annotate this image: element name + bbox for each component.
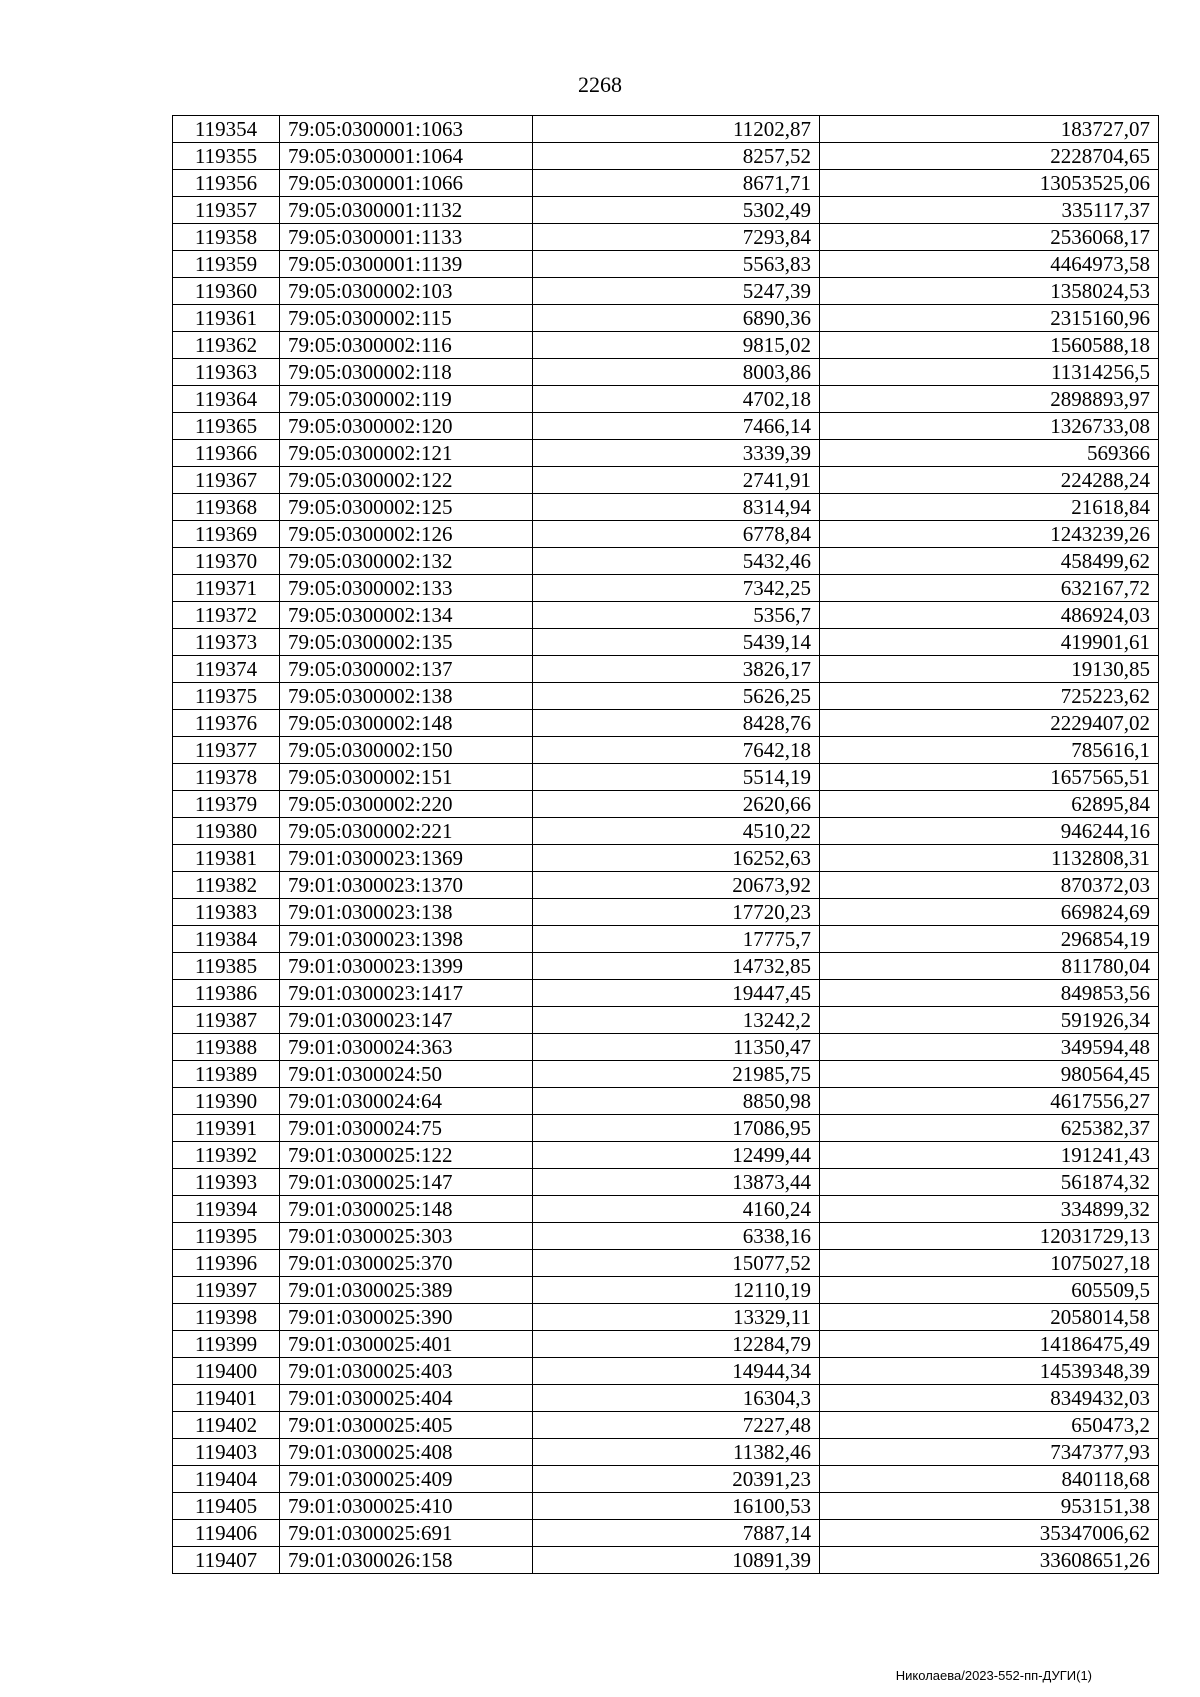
area-value-cell: 11350,47 <box>533 1034 820 1061</box>
area-value-cell: 17720,23 <box>533 899 820 926</box>
cadastral-number-cell: 79:05:0300002:120 <box>280 413 533 440</box>
area-value-cell: 20673,92 <box>533 872 820 899</box>
row-number-cell: 119367 <box>173 467 280 494</box>
cost-value-cell: 811780,04 <box>820 953 1159 980</box>
area-value-cell: 8428,76 <box>533 710 820 737</box>
row-number-cell: 119384 <box>173 926 280 953</box>
cadastral-number-cell: 79:01:0300024:75 <box>280 1115 533 1142</box>
area-value-cell: 5439,14 <box>533 629 820 656</box>
area-value-cell: 19447,45 <box>533 980 820 1007</box>
cadastral-number-cell: 79:05:0300002:121 <box>280 440 533 467</box>
table-row <box>173 710 1159 737</box>
area-value-cell: 6338,16 <box>533 1223 820 1250</box>
row-number-cell: 119390 <box>173 1088 280 1115</box>
table-row <box>173 872 1159 899</box>
area-value-cell: 14732,85 <box>533 953 820 980</box>
cadastral-number-cell: 79:05:0300002:103 <box>280 278 533 305</box>
cadastral-number-cell: 79:01:0300023:1417 <box>280 980 533 1007</box>
cost-value-cell: 1132808,31 <box>820 845 1159 872</box>
cadastral-number-cell: 79:01:0300023:1399 <box>280 953 533 980</box>
row-number-cell: 119393 <box>173 1169 280 1196</box>
area-value-cell: 6778,84 <box>533 521 820 548</box>
row-number-cell: 119400 <box>173 1358 280 1385</box>
table-row <box>173 1304 1159 1331</box>
row-number-cell: 119369 <box>173 521 280 548</box>
cadastral-number-cell: 79:05:0300002:221 <box>280 818 533 845</box>
row-number-cell: 119379 <box>173 791 280 818</box>
area-value-cell: 14944,34 <box>533 1358 820 1385</box>
cost-value-cell: 1358024,53 <box>820 278 1159 305</box>
table-row <box>173 980 1159 1007</box>
table-row <box>173 629 1159 656</box>
cost-value-cell: 7347377,93 <box>820 1439 1159 1466</box>
table-row <box>173 116 1159 143</box>
cadastral-table <box>172 115 1159 1574</box>
area-value-cell: 7227,48 <box>533 1412 820 1439</box>
row-number-cell: 119401 <box>173 1385 280 1412</box>
table-row <box>173 413 1159 440</box>
row-number-cell: 119394 <box>173 1196 280 1223</box>
table-row <box>173 224 1159 251</box>
cadastral-number-cell: 79:01:0300025:401 <box>280 1331 533 1358</box>
row-number-cell: 119374 <box>173 656 280 683</box>
cost-value-cell: 669824,69 <box>820 899 1159 926</box>
table-row <box>173 1196 1159 1223</box>
cost-value-cell: 2229407,02 <box>820 710 1159 737</box>
row-number-cell: 119365 <box>173 413 280 440</box>
cost-value-cell: 840118,68 <box>820 1466 1159 1493</box>
cost-value-cell: 14186475,49 <box>820 1331 1159 1358</box>
cost-value-cell: 980564,45 <box>820 1061 1159 1088</box>
cadastral-number-cell: 79:01:0300025:148 <box>280 1196 533 1223</box>
table-row <box>173 602 1159 629</box>
table-row <box>173 521 1159 548</box>
cost-value-cell: 12031729,13 <box>820 1223 1159 1250</box>
cadastral-number-cell: 79:01:0300023:1370 <box>280 872 533 899</box>
cost-value-cell: 19130,85 <box>820 656 1159 683</box>
cadastral-number-cell: 79:01:0300023:138 <box>280 899 533 926</box>
area-value-cell: 8257,52 <box>533 143 820 170</box>
cadastral-number-cell: 79:01:0300025:408 <box>280 1439 533 1466</box>
row-number-cell: 119402 <box>173 1412 280 1439</box>
table-row <box>173 386 1159 413</box>
cadastral-number-cell: 79:05:0300002:116 <box>280 332 533 359</box>
cadastral-number-cell: 79:05:0300002:133 <box>280 575 533 602</box>
table-row <box>173 926 1159 953</box>
cadastral-number-cell: 79:05:0300002:220 <box>280 791 533 818</box>
cadastral-number-cell: 79:01:0300026:158 <box>280 1547 533 1574</box>
row-number-cell: 119391 <box>173 1115 280 1142</box>
cost-value-cell: 785616,1 <box>820 737 1159 764</box>
cadastral-number-cell: 79:01:0300025:122 <box>280 1142 533 1169</box>
row-number-cell: 119403 <box>173 1439 280 1466</box>
table-row <box>173 359 1159 386</box>
document-footer: Николаева/2023-552-пп-ДУГИ(1) <box>895 1668 1092 1683</box>
row-number-cell: 119378 <box>173 764 280 791</box>
area-value-cell: 20391,23 <box>533 1466 820 1493</box>
cadastral-number-cell: 79:05:0300002:148 <box>280 710 533 737</box>
table-row <box>173 791 1159 818</box>
table-row <box>173 1169 1159 1196</box>
cost-value-cell: 2315160,96 <box>820 305 1159 332</box>
cadastral-number-cell: 79:05:0300001:1133 <box>280 224 533 251</box>
row-number-cell: 119372 <box>173 602 280 629</box>
table-row <box>173 1088 1159 1115</box>
cadastral-number-cell: 79:01:0300025:147 <box>280 1169 533 1196</box>
cost-value-cell: 650473,2 <box>820 1412 1159 1439</box>
row-number-cell: 119382 <box>173 872 280 899</box>
table-row <box>173 899 1159 926</box>
cadastral-number-cell: 79:01:0300025:409 <box>280 1466 533 1493</box>
row-number-cell: 119356 <box>173 170 280 197</box>
table-row <box>173 251 1159 278</box>
table-row <box>173 818 1159 845</box>
area-value-cell: 12284,79 <box>533 1331 820 1358</box>
area-value-cell: 4160,24 <box>533 1196 820 1223</box>
row-number-cell: 119357 <box>173 197 280 224</box>
row-number-cell: 119383 <box>173 899 280 926</box>
table-row <box>173 1250 1159 1277</box>
cadastral-number-cell: 79:05:0300001:1132 <box>280 197 533 224</box>
cost-value-cell: 632167,72 <box>820 575 1159 602</box>
cadastral-number-cell: 79:01:0300023:1369 <box>280 845 533 872</box>
cadastral-number-cell: 79:05:0300002:126 <box>280 521 533 548</box>
row-number-cell: 119398 <box>173 1304 280 1331</box>
cost-value-cell: 11314256,5 <box>820 359 1159 386</box>
area-value-cell: 3826,17 <box>533 656 820 683</box>
cadastral-number-cell: 79:01:0300023:147 <box>280 1007 533 1034</box>
cadastral-number-cell: 79:05:0300002:151 <box>280 764 533 791</box>
table-row <box>173 278 1159 305</box>
cadastral-number-cell: 79:05:0300002:125 <box>280 494 533 521</box>
cost-value-cell: 946244,16 <box>820 818 1159 845</box>
area-value-cell: 6890,36 <box>533 305 820 332</box>
area-value-cell: 16100,53 <box>533 1493 820 1520</box>
row-number-cell: 119362 <box>173 332 280 359</box>
row-number-cell: 119395 <box>173 1223 280 1250</box>
cost-value-cell: 569366 <box>820 440 1159 467</box>
area-value-cell: 16252,63 <box>533 845 820 872</box>
cost-value-cell: 1243239,26 <box>820 521 1159 548</box>
cost-value-cell: 561874,32 <box>820 1169 1159 1196</box>
row-number-cell: 119361 <box>173 305 280 332</box>
table-row <box>173 1412 1159 1439</box>
area-value-cell: 15077,52 <box>533 1250 820 1277</box>
cost-value-cell: 2228704,65 <box>820 143 1159 170</box>
table-row <box>173 305 1159 332</box>
area-value-cell: 4510,22 <box>533 818 820 845</box>
area-value-cell: 5356,7 <box>533 602 820 629</box>
row-number-cell: 119358 <box>173 224 280 251</box>
area-value-cell: 17086,95 <box>533 1115 820 1142</box>
row-number-cell: 119364 <box>173 386 280 413</box>
table-row <box>173 1520 1159 1547</box>
cost-value-cell: 1560588,18 <box>820 332 1159 359</box>
table-row <box>173 170 1159 197</box>
area-value-cell: 7642,18 <box>533 737 820 764</box>
area-value-cell: 9815,02 <box>533 332 820 359</box>
area-value-cell: 7293,84 <box>533 224 820 251</box>
cadastral-number-cell: 79:01:0300024:64 <box>280 1088 533 1115</box>
row-number-cell: 119397 <box>173 1277 280 1304</box>
cadastral-number-cell: 79:01:0300025:405 <box>280 1412 533 1439</box>
cost-value-cell: 4464973,58 <box>820 251 1159 278</box>
row-number-cell: 119385 <box>173 953 280 980</box>
table-row <box>173 1358 1159 1385</box>
cost-value-cell: 13053525,06 <box>820 170 1159 197</box>
row-number-cell: 119407 <box>173 1547 280 1574</box>
area-value-cell: 8850,98 <box>533 1088 820 1115</box>
cadastral-number-cell: 79:05:0300002:137 <box>280 656 533 683</box>
row-number-cell: 119368 <box>173 494 280 521</box>
table-row <box>173 1277 1159 1304</box>
row-number-cell: 119405 <box>173 1493 280 1520</box>
table-row <box>173 1142 1159 1169</box>
area-value-cell: 5432,46 <box>533 548 820 575</box>
row-number-cell: 119381 <box>173 845 280 872</box>
cadastral-number-cell: 79:01:0300025:389 <box>280 1277 533 1304</box>
area-value-cell: 7342,25 <box>533 575 820 602</box>
cost-value-cell: 335117,37 <box>820 197 1159 224</box>
area-value-cell: 16304,3 <box>533 1385 820 1412</box>
area-value-cell: 17775,7 <box>533 926 820 953</box>
area-value-cell: 21985,75 <box>533 1061 820 1088</box>
cadastral-number-cell: 79:01:0300025:404 <box>280 1385 533 1412</box>
cost-value-cell: 191241,43 <box>820 1142 1159 1169</box>
area-value-cell: 11202,87 <box>533 116 820 143</box>
table-row <box>173 548 1159 575</box>
table-row <box>173 440 1159 467</box>
cadastral-number-cell: 79:05:0300001:1063 <box>280 116 533 143</box>
cost-value-cell: 458499,62 <box>820 548 1159 575</box>
table-row <box>173 1115 1159 1142</box>
area-value-cell: 2620,66 <box>533 791 820 818</box>
row-number-cell: 119406 <box>173 1520 280 1547</box>
area-value-cell: 5302,49 <box>533 197 820 224</box>
cadastral-number-cell: 79:01:0300025:370 <box>280 1250 533 1277</box>
cadastral-number-cell: 79:01:0300025:303 <box>280 1223 533 1250</box>
area-value-cell: 8671,71 <box>533 170 820 197</box>
cadastral-number-cell: 79:05:0300002:122 <box>280 467 533 494</box>
cadastral-number-cell: 79:05:0300002:150 <box>280 737 533 764</box>
cost-value-cell: 625382,37 <box>820 1115 1159 1142</box>
row-number-cell: 119354 <box>173 116 280 143</box>
cadastral-number-cell: 79:05:0300001:1064 <box>280 143 533 170</box>
cadastral-number-cell: 79:05:0300002:132 <box>280 548 533 575</box>
area-value-cell: 13242,2 <box>533 1007 820 1034</box>
area-value-cell: 5626,25 <box>533 683 820 710</box>
table-body <box>173 116 1159 1574</box>
table-row <box>173 1439 1159 1466</box>
row-number-cell: 119404 <box>173 1466 280 1493</box>
cost-value-cell: 349594,48 <box>820 1034 1159 1061</box>
row-number-cell: 119359 <box>173 251 280 278</box>
table-row <box>173 1466 1159 1493</box>
cost-value-cell: 21618,84 <box>820 494 1159 521</box>
cadastral-number-cell: 79:05:0300002:134 <box>280 602 533 629</box>
cadastral-number-cell: 79:01:0300024:363 <box>280 1034 533 1061</box>
table-row <box>173 683 1159 710</box>
cost-value-cell: 33608651,26 <box>820 1547 1159 1574</box>
table-row <box>173 737 1159 764</box>
table-row <box>173 494 1159 521</box>
cost-value-cell: 14539348,39 <box>820 1358 1159 1385</box>
row-number-cell: 119388 <box>173 1034 280 1061</box>
area-value-cell: 2741,91 <box>533 467 820 494</box>
table-row <box>173 1061 1159 1088</box>
area-value-cell: 13873,44 <box>533 1169 820 1196</box>
table-row <box>173 1547 1159 1574</box>
cost-value-cell: 605509,5 <box>820 1277 1159 1304</box>
table-row <box>173 332 1159 359</box>
area-value-cell: 4702,18 <box>533 386 820 413</box>
table-row <box>173 1331 1159 1358</box>
cost-value-cell: 725223,62 <box>820 683 1159 710</box>
cost-value-cell: 419901,61 <box>820 629 1159 656</box>
row-number-cell: 119370 <box>173 548 280 575</box>
table-row <box>173 575 1159 602</box>
table-row <box>173 845 1159 872</box>
cadastral-number-cell: 79:05:0300002:135 <box>280 629 533 656</box>
cost-value-cell: 62895,84 <box>820 791 1159 818</box>
cost-value-cell: 8349432,03 <box>820 1385 1159 1412</box>
cadastral-number-cell: 79:01:0300025:691 <box>280 1520 533 1547</box>
table-row <box>173 953 1159 980</box>
area-value-cell: 12110,19 <box>533 1277 820 1304</box>
table-row <box>173 1385 1159 1412</box>
row-number-cell: 119387 <box>173 1007 280 1034</box>
area-value-cell: 10891,39 <box>533 1547 820 1574</box>
cadastral-number-cell: 79:01:0300025:390 <box>280 1304 533 1331</box>
area-value-cell: 12499,44 <box>533 1142 820 1169</box>
cost-value-cell: 591926,34 <box>820 1007 1159 1034</box>
cadastral-number-cell: 79:05:0300002:138 <box>280 683 533 710</box>
area-value-cell: 5514,19 <box>533 764 820 791</box>
area-value-cell: 8003,86 <box>533 359 820 386</box>
table-row <box>173 656 1159 683</box>
cadastral-number-cell: 79:05:0300001:1139 <box>280 251 533 278</box>
table-row <box>173 1034 1159 1061</box>
row-number-cell: 119377 <box>173 737 280 764</box>
cadastral-number-cell: 79:01:0300025:403 <box>280 1358 533 1385</box>
cost-value-cell: 35347006,62 <box>820 1520 1159 1547</box>
area-value-cell: 11382,46 <box>533 1439 820 1466</box>
cost-value-cell: 1657565,51 <box>820 764 1159 791</box>
cost-value-cell: 334899,32 <box>820 1196 1159 1223</box>
row-number-cell: 119376 <box>173 710 280 737</box>
cost-value-cell: 1326733,08 <box>820 413 1159 440</box>
area-value-cell: 5563,83 <box>533 251 820 278</box>
cost-value-cell: 2058014,58 <box>820 1304 1159 1331</box>
area-value-cell: 7466,14 <box>533 413 820 440</box>
cost-value-cell: 953151,38 <box>820 1493 1159 1520</box>
cost-value-cell: 4617556,27 <box>820 1088 1159 1115</box>
row-number-cell: 119355 <box>173 143 280 170</box>
row-number-cell: 119375 <box>173 683 280 710</box>
cost-value-cell: 296854,19 <box>820 926 1159 953</box>
cost-value-cell: 849853,56 <box>820 980 1159 1007</box>
table-row <box>173 1007 1159 1034</box>
table-row <box>173 1493 1159 1520</box>
row-number-cell: 119366 <box>173 440 280 467</box>
table-row <box>173 143 1159 170</box>
table-row <box>173 1223 1159 1250</box>
row-number-cell: 119360 <box>173 278 280 305</box>
cost-value-cell: 224288,24 <box>820 467 1159 494</box>
area-value-cell: 13329,11 <box>533 1304 820 1331</box>
table-row <box>173 467 1159 494</box>
cost-value-cell: 870372,03 <box>820 872 1159 899</box>
area-value-cell: 8314,94 <box>533 494 820 521</box>
table-row <box>173 764 1159 791</box>
row-number-cell: 119392 <box>173 1142 280 1169</box>
area-value-cell: 7887,14 <box>533 1520 820 1547</box>
cadastral-number-cell: 79:01:0300025:410 <box>280 1493 533 1520</box>
area-value-cell: 5247,39 <box>533 278 820 305</box>
row-number-cell: 119396 <box>173 1250 280 1277</box>
cost-value-cell: 2536068,17 <box>820 224 1159 251</box>
cadastral-number-cell: 79:05:0300002:119 <box>280 386 533 413</box>
cadastral-number-cell: 79:01:0300024:50 <box>280 1061 533 1088</box>
cadastral-number-cell: 79:01:0300023:1398 <box>280 926 533 953</box>
row-number-cell: 119389 <box>173 1061 280 1088</box>
row-number-cell: 119363 <box>173 359 280 386</box>
cost-value-cell: 486924,03 <box>820 602 1159 629</box>
row-number-cell: 119373 <box>173 629 280 656</box>
row-number-cell: 119399 <box>173 1331 280 1358</box>
page-number: 2268 <box>578 72 622 97</box>
row-number-cell: 119386 <box>173 980 280 1007</box>
cadastral-number-cell: 79:05:0300001:1066 <box>280 170 533 197</box>
cost-value-cell: 183727,07 <box>820 116 1159 143</box>
cost-value-cell: 1075027,18 <box>820 1250 1159 1277</box>
area-value-cell: 3339,39 <box>533 440 820 467</box>
table-row <box>173 197 1159 224</box>
row-number-cell: 119371 <box>173 575 280 602</box>
cadastral-number-cell: 79:05:0300002:115 <box>280 305 533 332</box>
cost-value-cell: 2898893,97 <box>820 386 1159 413</box>
cadastral-number-cell: 79:05:0300002:118 <box>280 359 533 386</box>
row-number-cell: 119380 <box>173 818 280 845</box>
